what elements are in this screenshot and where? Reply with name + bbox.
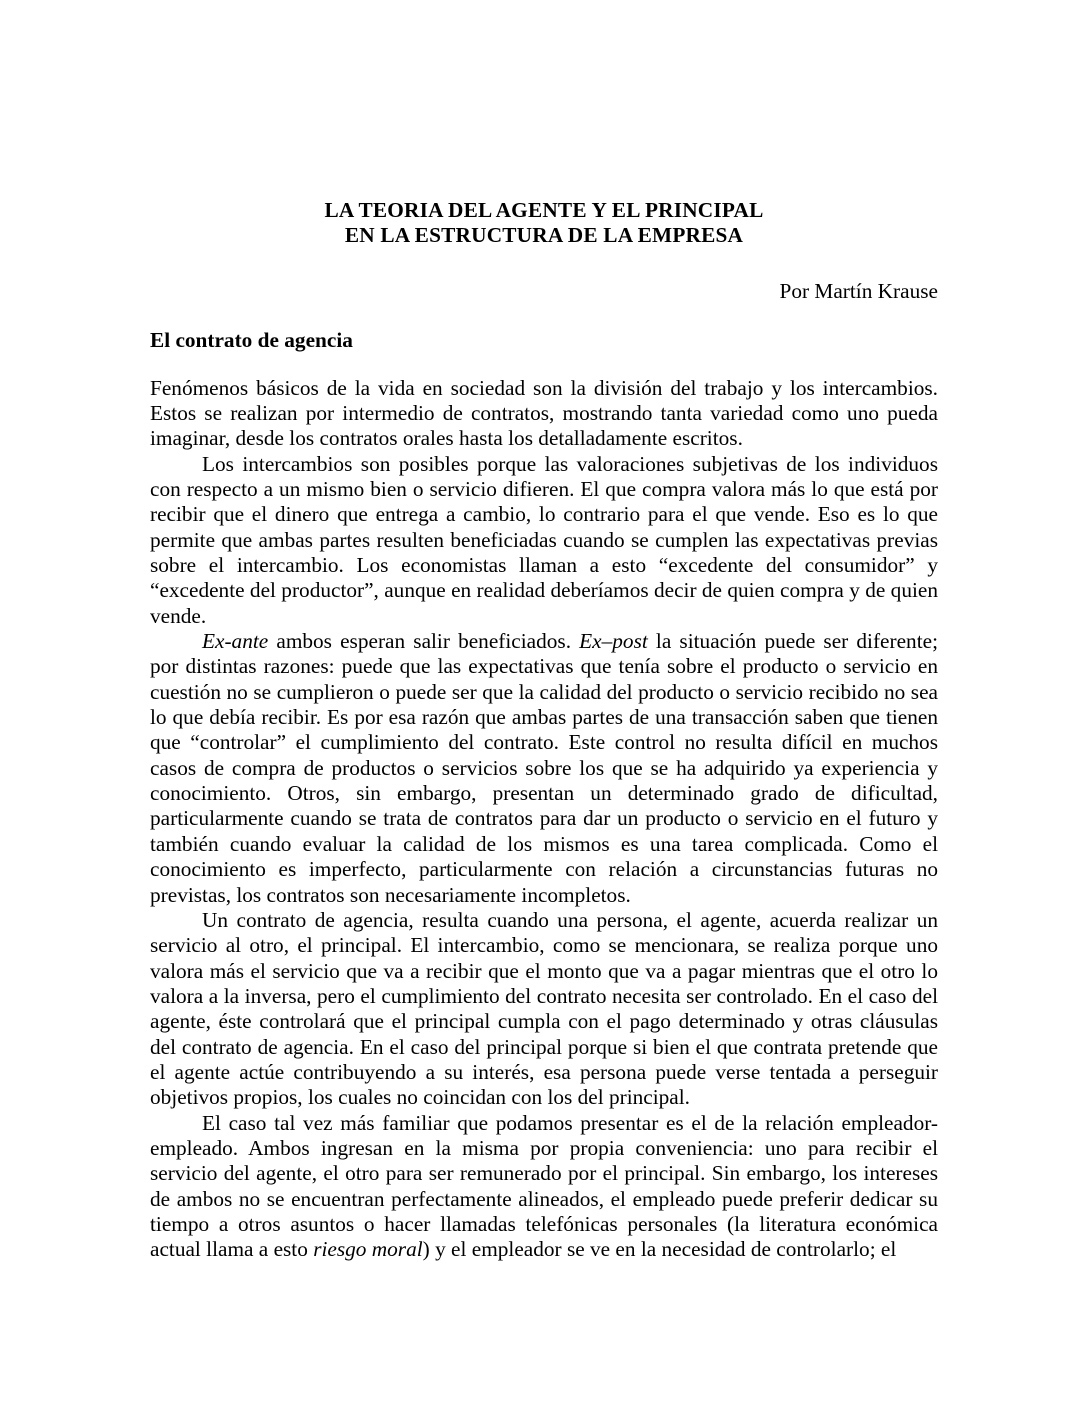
document-title (150, 198, 938, 249)
text-run: la situación puede ser diferente; por distintas razones: puede que las expectativas que tenía sobre el producto o servicio en cuestión no se cumplieron o puede ser que la calidad del producto o servicio recibido no sea lo que debía recibir. Es por esa razón que ambas partes de una transacción saben que tienen que “controlar” el cumplimiento del contrato. Este control no resulta difícil en muchos casos de compra de productos o servicios sobre los que se ha adquirido ya experiencia y conocimiento. Otros, sin embargo, presentan un determinado grado de dificultad, particularmente cuando se trata de contratos para dar un producto o servicio en el futuro y también cuando evaluar la calidad de los mismos es una tarea complicada. Como el conocimiento es imperfecto, particularmente con relación a circunstancias futuras no previstas, los contratos son necesariamente incompletos. (150, 629, 938, 907)
paragraph (150, 452, 938, 629)
italic-text-run: Ex-ante (202, 629, 269, 654)
document-content (150, 0, 938, 1263)
text-run: Los intercambios son posibles porque las valoraciones subjetivas de los individuos con respecto a un mismo bien o servicio difieren. El que compra valora más lo que está por recibir que el dinero que entrega a cambio, lo contrario para el que vende. Eso es lo que permite que ambas partes resulten beneficiadas cuando se cumplen las expectativas previas sobre el intercambio. Los economistas llaman a esto “excedente del consumidor” y “excedente del productor”, aunque en realidad deberíamos decir de quien compra y de quien vende. (150, 451, 938, 628)
section-heading: El contrato de agencia (150, 328, 353, 353)
title-line-2: EN LA ESTRUCTURA DE LA EMPRESA (344, 223, 744, 248)
text-run: Fenómenos básicos de la vida en sociedad son la división del trabajo y los intercambios. Estos se realizan por intermedio de contratos, mostrando tanta variedad como uno pueda imaginar, desde los contratos orales hasta los detalladamente escritos. (150, 375, 938, 451)
paragraph (150, 629, 938, 908)
text-run: ) y el empleador se ve en la necesidad de controlarlo; el (422, 1237, 897, 1262)
text-run: Un contrato de agencia, resulta cuando una persona, el agente, acuerda realizar un servicio al otro, el principal. El intercambio, como se mencionara, se realiza porque uno valora más el servicio que va a recibir que el monto que va a pagar mientras que el otro lo valora a la inversa, pero el cumplimiento del contrato necesita ser controlado. En el caso del agente, éste controlará que el principal cumpla con el pago determinado y otras cláusulas del contrato de agencia. En el caso del principal porque si bien el que contrata pretende que el agente actúe contribuyendo a su interés, esa persona puede verse tentada a perseguir objetivos propios, los cuales no coincidan con los del principal. (150, 907, 938, 1110)
text-run: El caso tal vez más familiar que podamos presentar es el de la relación empleador-empleado. Ambos ingresan en la misma por propia conveniencia: uno para recibir el servicio del agente, el otro para ser remunerado por el principal. Sin embargo, los intereses de ambos no se encuentran perfectamente alineados, el empleado puede preferir dedicar su tiempo a otros asuntos o hacer llamadas telefónicas personales (la literatura económica actual llama a esto (150, 1110, 938, 1262)
byline: Por Martín Krause (779, 278, 938, 303)
italic-text-run: riesgo moral (313, 1237, 423, 1262)
paragraph (150, 908, 938, 1111)
italic-text-run: Ex–post (579, 629, 648, 654)
paragraph (150, 1111, 938, 1263)
title-line-1: LA TEORIA DEL AGENTE Y EL PRINCIPAL (324, 198, 764, 222)
paragraph (150, 376, 938, 452)
text-run: ambos esperan salir beneficiados. (268, 629, 580, 654)
document-body (150, 376, 938, 1263)
